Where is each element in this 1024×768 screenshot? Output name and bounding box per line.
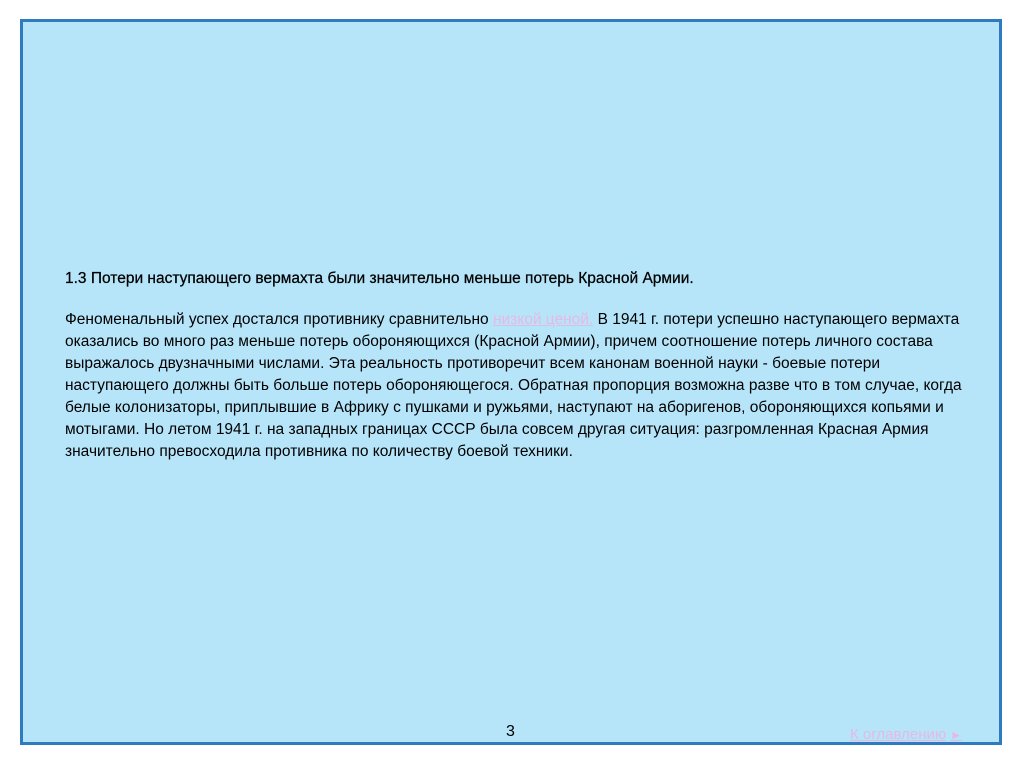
toc-link[interactable]	[850, 726, 962, 743]
paragraph-text-start: Феноменальный успех достался противнику сравнительно	[65, 311, 493, 328]
paragraph-text-rest: В 1941 г. потери успешно наступающего вермахта оказались во много раз меньше потерь обороняющихся (Красной Армии), причем соотношение потерь личного состава выражалось двузначными числами. Эта реальность противоречит всем канонам военной науки - боевые потери наступающего должны быть больше потерь обороняющегося. Обратная пропорция возможна разве что в том случае, когда белые колонизаторы, приплывшие в Африку с пушками и ружьями, наступают на аборигенов, обороняющихся копьями и мотыгами. Но летом 1941 г. на западных границах СССР была совсем другая ситуация: разгромленная Красная Армия значительно превосходила противника по количеству боевой техники.	[65, 311, 962, 460]
slide-panel	[20, 19, 1002, 745]
low-price-link[interactable]: низкой ценой.	[492, 311, 594, 328]
page-number: 3	[506, 723, 515, 740]
toc-link-label: К оглавлению	[850, 726, 947, 743]
play-arrow-icon: ►	[950, 728, 963, 742]
slide-paragraph	[65, 309, 965, 463]
slide-heading: 1.3 Потери наступающего вермахта были значительно меньше потерь Красной Армии.	[65, 270, 694, 287]
